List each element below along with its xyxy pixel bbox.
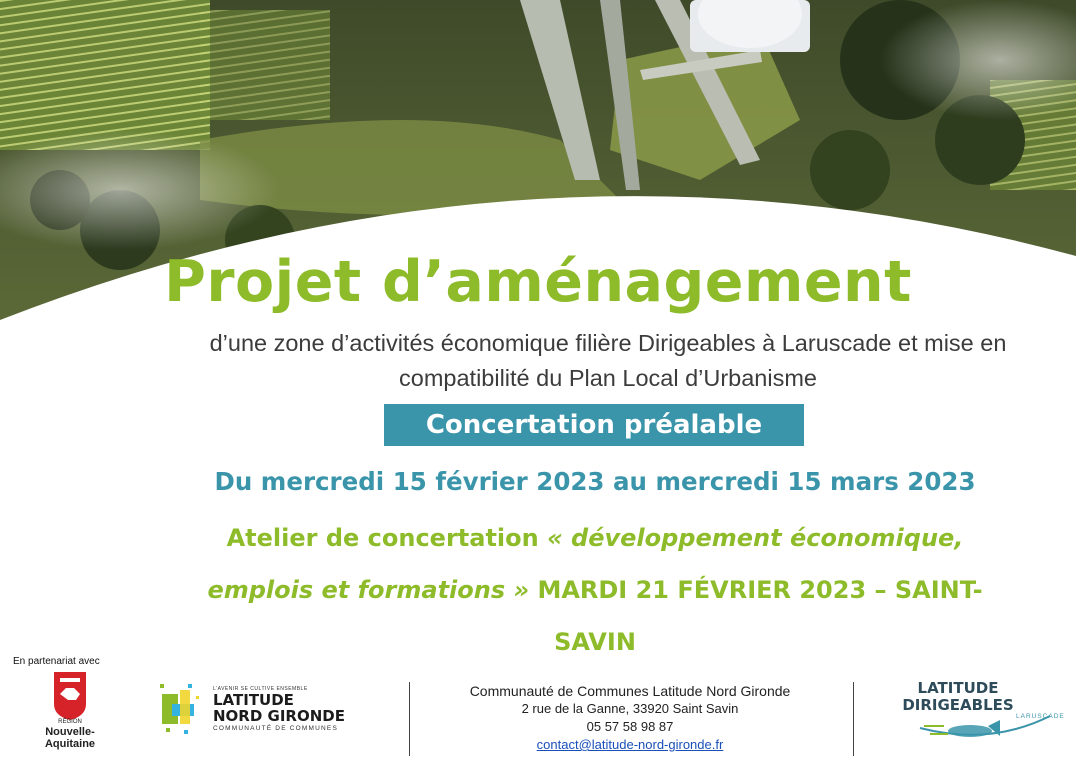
contact-address: 2 rue de la Ganne, 33920 Saint Savin (521, 701, 739, 716)
contact-name: Communauté de Communes Latitude Nord Gironde (469, 683, 791, 699)
atelier-line-2 (0, 564, 1076, 616)
atelier-lead: Atelier de concertation (226, 524, 548, 552)
concertation-banner: Concertation préalable (384, 404, 804, 446)
atelier-line-1 (0, 512, 1076, 564)
lng-tagline: L’AVENIR SE CULTIVE ENSEMBLE (213, 686, 308, 692)
date-range: Du mercredi 15 février 2023 au mercredi 15 mars 2023 (214, 467, 976, 496)
ld-name-line-1: LATITUDE (917, 679, 999, 697)
lng-subtitle: COMMUNAUTÉ DE COMMUNES (213, 725, 338, 732)
lng-name (213, 692, 345, 724)
atelier-date: MARDI 21 FÉVRIER 2023 – SAINT- (529, 576, 983, 604)
contact-phone: 05 57 58 98 87 (586, 719, 674, 734)
lng-name-line-2: NORD GIRONDE (213, 707, 345, 725)
region-name-line-2: Aquitaine (44, 738, 96, 750)
ld-subtitle: LARUSCADE (1016, 713, 1065, 720)
ld-name-line-2: DIRIGEABLES (902, 696, 1014, 714)
nouvelle-aquitaine-name (20, 719, 120, 750)
footer-divider-left (409, 682, 410, 756)
subtitle-line-2: compatibilité du Plan Local d’Urbanisme (399, 365, 817, 391)
lng-name-line-1: LATITUDE (213, 691, 294, 709)
footer-divider-right (853, 682, 854, 756)
atelier-theme-1: « développement économique, (547, 524, 964, 552)
contact-block (420, 682, 840, 754)
ld-name (898, 680, 1018, 714)
region-small-label: RÉGION (58, 719, 82, 725)
subtitle (140, 326, 1076, 396)
partner-label: En partenariat avec (13, 656, 100, 667)
atelier-announcement (0, 512, 1076, 668)
region-name-line-1: Nouvelle- (45, 726, 95, 738)
contact-email-link[interactable]: contact@latitude-nord-gironde.fr (536, 737, 724, 752)
atelier-theme-2: emplois et formations » (207, 576, 530, 604)
page-title: Projet d’aménagement (164, 249, 912, 315)
atelier-line-3: SAVIN (554, 628, 636, 656)
subtitle-line-1: d’une zone d’activités économique filière Dirigeables à Laruscade et mise en (209, 330, 1007, 356)
